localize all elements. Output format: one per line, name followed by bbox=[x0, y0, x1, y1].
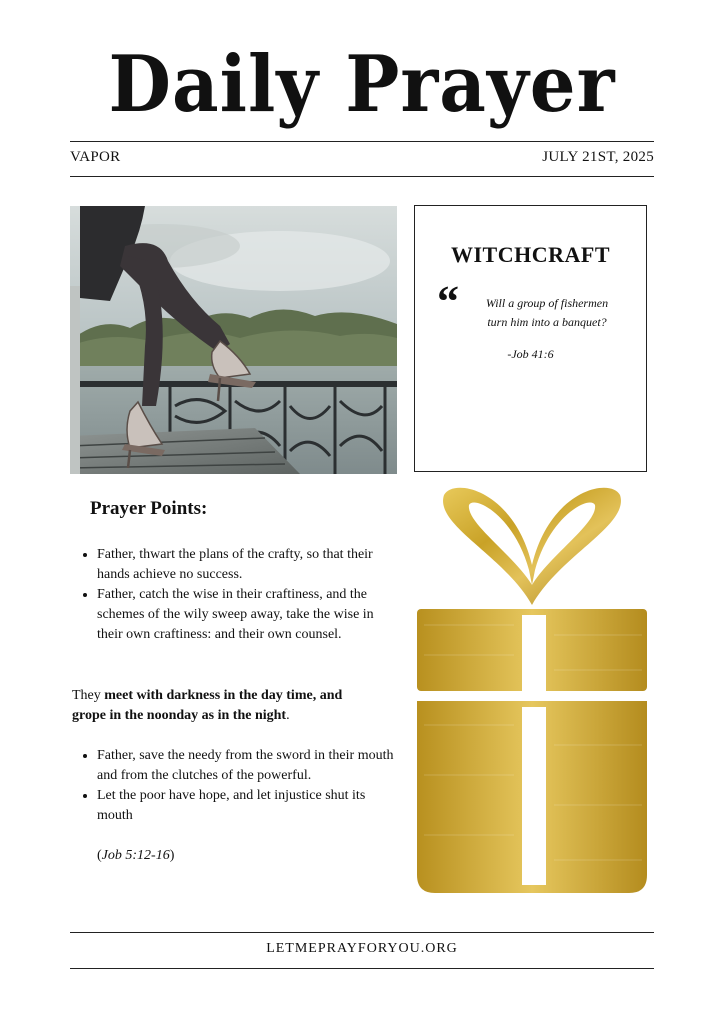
page-title: Daily Prayer bbox=[108, 37, 616, 130]
top-divider bbox=[70, 141, 654, 142]
list-item: • Father, save the needy from the sword in their mouth and from the clutches of the powerful. bbox=[97, 746, 397, 786]
date-label: JULY 21ST, 2025 bbox=[542, 149, 654, 165]
list-item: • Father, catch the wise in their craftiness, and the schemes of the wily sweep away, take the wise in their own craftiness: and their own counsel. bbox=[97, 585, 397, 645]
footer-url: LETMEPRAYFORYOU.ORG bbox=[266, 941, 458, 956]
citation-close: ) bbox=[169, 848, 175, 863]
prayer-points-list-1 bbox=[80, 545, 397, 645]
prayer-points-heading: Prayer Points: bbox=[90, 498, 208, 519]
footer-divider-top bbox=[70, 932, 654, 933]
citation-ref: Job 5:12-16 bbox=[101, 848, 170, 863]
author-label: VAPOR bbox=[70, 149, 121, 165]
quote-reference: -Job 41:6 bbox=[507, 347, 554, 361]
citation bbox=[97, 846, 174, 866]
scripture-paragraph bbox=[72, 686, 372, 726]
quote-title: WITCHCRAFT bbox=[450, 242, 610, 267]
quote-mark-icon: “ bbox=[437, 277, 459, 326]
legs-on-pier-photo bbox=[70, 206, 397, 474]
paragraph-prefix: They bbox=[72, 688, 105, 703]
quote-box bbox=[414, 205, 647, 472]
prayer-points-list-2 bbox=[80, 746, 397, 826]
gold-gift-icon bbox=[414, 485, 650, 895]
paragraph-bold: meet with darkness in the day time, and grope in the noonday as in the night bbox=[72, 688, 343, 723]
list-item: • Let the poor have hope, and let injustice shut its mouth bbox=[97, 786, 397, 826]
list-item: • Father, thwart the plans of the crafty, so that their hands achieve no success. bbox=[97, 545, 397, 585]
citation-open: ( bbox=[97, 848, 102, 863]
quote-text: Will a group of fishermen turn him into a banquet? bbox=[485, 296, 609, 329]
footer-divider-bottom bbox=[70, 968, 654, 969]
header-divider bbox=[70, 176, 654, 177]
paragraph-suffix: . bbox=[286, 708, 290, 723]
